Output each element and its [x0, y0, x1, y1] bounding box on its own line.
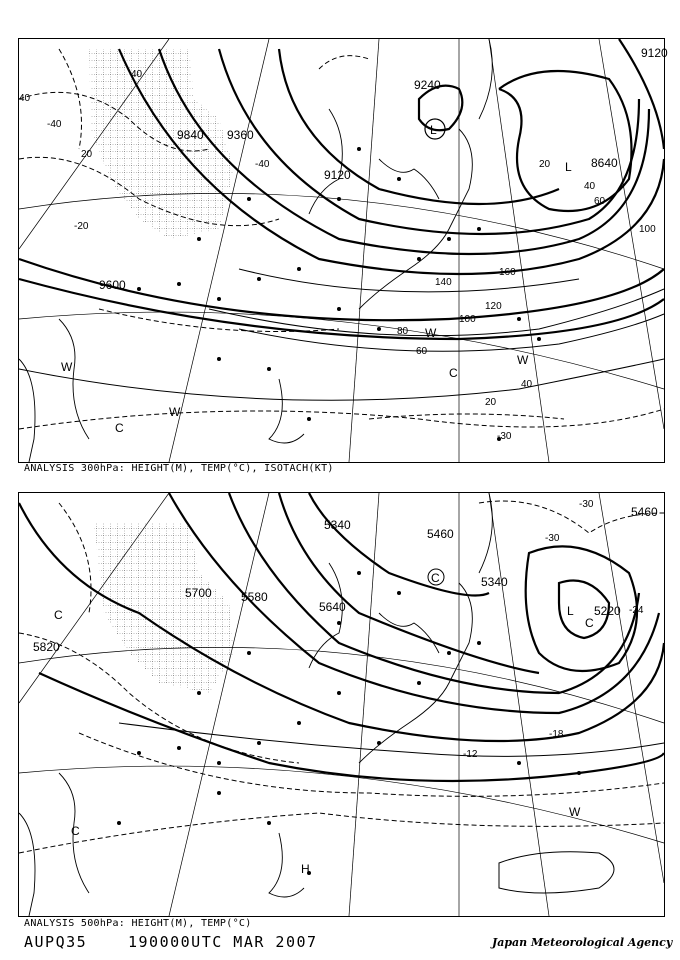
temp-label-1: -40 — [47, 119, 62, 130]
cold-marker-2: C — [54, 608, 63, 622]
low-marker-1: L — [430, 123, 437, 137]
warm-marker-4: W — [517, 353, 529, 367]
chart-code: AUPQ35 — [24, 933, 88, 951]
warm-marker-1: W — [61, 360, 73, 374]
temp-label-2: -30 — [545, 533, 560, 544]
isotach-label-11: 100 — [459, 314, 476, 325]
isotach-label-2: 40 — [131, 69, 143, 80]
map-panel-300hpa — [18, 38, 668, 463]
high-marker-1: H — [301, 862, 310, 876]
height-label-4: 5700 — [185, 586, 212, 600]
height-label-5: 9240 — [414, 78, 441, 92]
hatched-region — [94, 523, 234, 693]
height-label-8: 5220 — [594, 604, 621, 618]
isotach-label-6: 40 — [584, 181, 596, 192]
height-label-5: 5580 — [241, 590, 268, 604]
warm-marker-1: W — [569, 805, 581, 819]
valid-time: 190000UTC MAR 2007 — [128, 933, 318, 951]
coastlines — [19, 493, 492, 916]
agency-name: Japan Meteorological Agency — [492, 936, 673, 949]
temp-label-1: -30 — [579, 499, 594, 510]
map-500hpa-canvas — [19, 493, 664, 916]
height-label-6: 8640 — [591, 156, 618, 170]
height-label-2: 5460 — [427, 527, 454, 541]
isotach-label-10: 120 — [485, 301, 502, 312]
height-label-1: 5340 — [324, 518, 351, 532]
temp-label-5: -24 — [629, 605, 644, 616]
cold-marker-2: C — [449, 366, 458, 380]
cold-marker-3: C — [71, 824, 80, 838]
isotach-label-3: 20 — [81, 149, 93, 160]
temp-label-3: -20 — [74, 221, 89, 232]
temp-label-4: -30 — [497, 431, 512, 442]
isotach-label-12: 80 — [397, 326, 409, 337]
map-panel-500hpa — [18, 492, 665, 917]
isotach-label-14: 40 — [521, 379, 533, 390]
isotach-label-4: 20 — [539, 159, 551, 170]
isotach-label-9: 160 — [499, 267, 516, 278]
cold-marker-1: C — [115, 421, 124, 435]
low-marker-1: L — [567, 604, 574, 618]
caption-500hpa: ANALYSIS 500hPa: HEIGHT(M), TEMP(°C) — [24, 918, 252, 929]
height-label-6: 5820 — [33, 640, 60, 654]
isotach-label-1: 40 — [19, 93, 31, 104]
height-label-3: 9360 — [227, 128, 254, 142]
low-marker-2: L — [565, 160, 572, 174]
temp-label-3: -18 — [549, 729, 564, 740]
warm-marker-3: W — [425, 326, 437, 340]
map-300hpa-canvas — [19, 39, 668, 462]
cold-marker-1: C — [431, 571, 440, 585]
height-label-7: 9120 — [641, 46, 668, 60]
isotach-label-8: 140 — [435, 277, 452, 288]
height-label-2: 9840 — [177, 128, 204, 142]
isotach-label-7: 100 — [639, 224, 656, 235]
isotach-label-13: 60 — [416, 346, 428, 357]
height-label-3: 5460 — [631, 505, 658, 519]
height-label-9: 5640 — [319, 600, 346, 614]
height-label-7: 5340 — [481, 575, 508, 589]
height-label-1: 9600 — [99, 278, 126, 292]
warm-marker-2: W — [169, 405, 181, 419]
caption-300hpa: ANALYSIS 300hPa: HEIGHT(M), TEMP(°C), ISOTACH(KT) — [24, 463, 334, 474]
temp-label-4: -12 — [463, 749, 478, 760]
cold-marker-4: C — [585, 616, 594, 630]
isotach-label-5: 60 — [594, 196, 606, 207]
isotach-label-15: 20 — [485, 397, 497, 408]
temp-label-2: -40 — [255, 159, 270, 170]
isotherms-solid — [119, 723, 664, 893]
height-label-4: 9120 — [324, 168, 351, 182]
